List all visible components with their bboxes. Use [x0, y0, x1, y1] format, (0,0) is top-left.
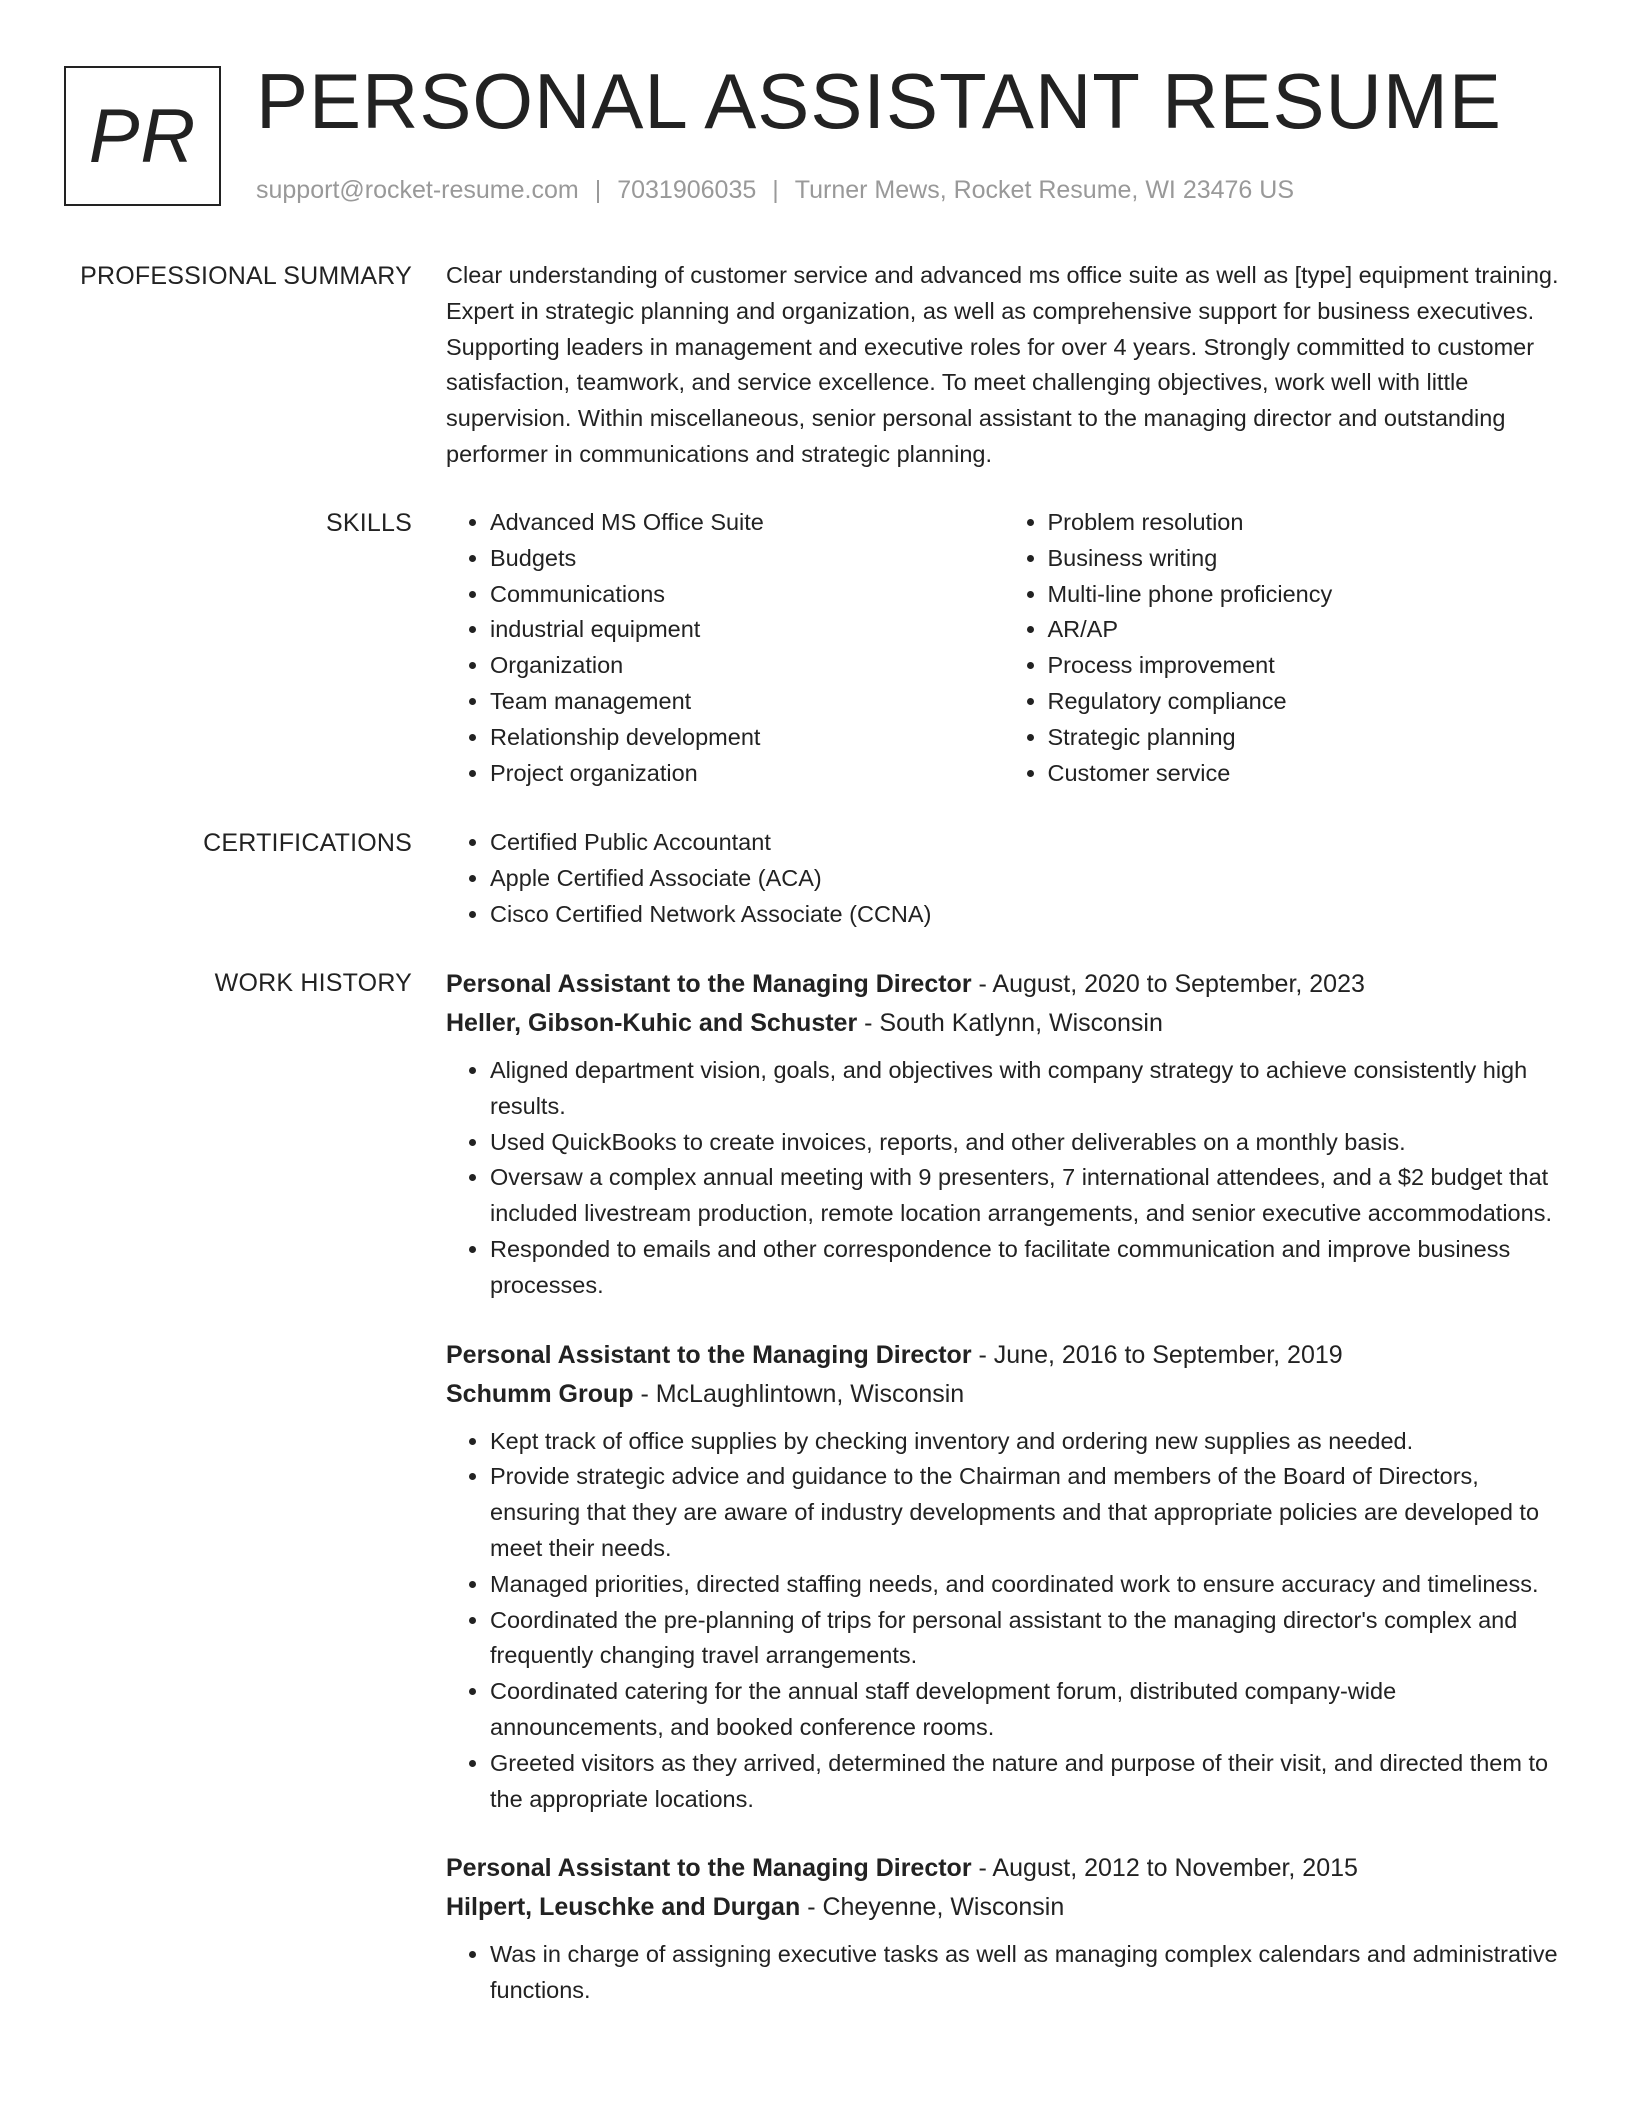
job-dates: - August, 2012 to November, 2015 — [971, 1854, 1358, 1883]
list-item: • Communications — [490, 577, 1004, 613]
list-item: • Used QuickBooks to create invoices, reports, and other deliverables on a monthly basis. — [490, 1125, 1561, 1161]
list-item: • Was in charge of assigning executive tasks as well as managing complex calendars and administrative functions. — [490, 1937, 1561, 2009]
list-item: • Kept track of office supplies by checking inventory and ordering new supplies as needed. — [490, 1424, 1561, 1460]
list-item: • Relationship development — [490, 720, 1004, 756]
job-title-line — [446, 1336, 1561, 1375]
job-role: Personal Assistant to the Managing Director — [446, 1854, 972, 1883]
list-item: • Process improvement — [1048, 648, 1562, 684]
list-item: • Certified Public Accountant — [490, 825, 1561, 861]
contact-address: Turner Mews, Rocket Resume, WI 23476 US — [794, 176, 1295, 204]
list-item: • Provide strategic advice and guidance to the Chairman and members of the Board of Directors, ensuring that they are aware of industry developments and that appropriate policies are developed to meet their needs. — [490, 1459, 1561, 1566]
list-item: • Advanced MS Office Suite — [490, 505, 1004, 541]
certifications-list — [446, 825, 1561, 932]
job-bullets — [446, 1424, 1561, 1818]
job-role: Personal Assistant to the Managing Director — [446, 970, 972, 998]
list-item: • Greeted visitors as they arrived, determined the nature and purpose of their visit, and directed them to the appropriate locations. — [490, 1746, 1561, 1818]
work-history-list — [446, 965, 1561, 2041]
list-item: • Budgets — [490, 541, 1004, 577]
summary-heading: PROFESSIONAL SUMMARY — [80, 262, 412, 290]
list-item: • Organization — [490, 648, 1004, 684]
job-location: - South Katlynn, Wisconsin — [857, 1009, 1163, 1037]
job-company-line — [446, 1375, 1561, 1414]
job-company-line — [446, 1004, 1561, 1043]
job-dates: - August, 2020 to September, 2023 — [971, 970, 1365, 998]
certifications-heading: CERTIFICATIONS — [203, 829, 412, 857]
job-bullets — [446, 1053, 1561, 1304]
job-entry — [446, 965, 1561, 1304]
job-dates: - June, 2016 to September, 2019 — [971, 1340, 1343, 1369]
work-history-heading: WORK HISTORY — [214, 969, 412, 997]
job-bullets — [446, 1937, 1561, 2009]
list-item: • industrial equipment — [490, 612, 1004, 648]
list-item: • Customer service — [1048, 756, 1562, 792]
list-item: • Multi-line phone proficiency — [1048, 577, 1562, 613]
monogram-logo: PR — [64, 66, 221, 206]
job-location: - McLaughlintown, Wisconsin — [633, 1379, 965, 1408]
job-company: Schumm Group — [446, 1379, 634, 1408]
job-entry — [446, 1336, 1561, 1818]
summary-text: Clear understanding of customer service and advanced ms office suite as well as [type] equipment training. Expert in strategic planning and organization, as well as comprehensive support for business executives. Supporting leaders in management and executive roles for over 4 years. Strongly committed to customer satisfaction, teamwork, and service excellence. To meet challenging objectives, work well with little supervision. Within miscellaneous, senior personal assistant to the managing director and outstanding performer in communications and strategic planning. — [446, 262, 1559, 467]
job-title-line — [446, 1849, 1561, 1888]
contact-separator: | — [772, 176, 779, 204]
skills-list-left — [446, 505, 1004, 791]
list-item: • Strategic planning — [1048, 720, 1562, 756]
job-role: Personal Assistant to the Managing Director — [446, 1340, 972, 1369]
list-item: • Managed priorities, directed staffing needs, and coordinated work to ensure accuracy and timeliness. — [490, 1567, 1561, 1603]
list-item: • Coordinated the pre-planning of trips for personal assistant to the managing director's complex and frequently changing travel arrangements. — [490, 1603, 1561, 1675]
contact-line — [256, 174, 1294, 206]
skills-heading: SKILLS — [326, 509, 412, 537]
list-item: • Coordinated catering for the annual staff development forum, distributed company-wide announcements, and booked conference rooms. — [490, 1674, 1561, 1746]
list-item: • Regulatory compliance — [1048, 684, 1562, 720]
list-item: • Business writing — [1048, 541, 1562, 577]
list-item: • Cisco Certified Network Associate (CCNA) — [490, 897, 1561, 933]
skills-list-right — [1004, 505, 1562, 791]
list-item: • Problem resolution — [1048, 505, 1562, 541]
list-item: • Oversaw a complex annual meeting with 9 presenters, 7 international attendees, and a $2 budget that included livestream production, remote location arrangements, and senior executive accommodations. — [490, 1160, 1561, 1232]
contact-email[interactable]: support@rocket-resume.com — [256, 176, 579, 204]
list-item: • Aligned department vision, goals, and objectives with company strategy to achieve consistently high results. — [490, 1053, 1561, 1125]
list-item: • Team management — [490, 684, 1004, 720]
list-item: • Apple Certified Associate (ACA) — [490, 861, 1561, 897]
list-item: • Project organization — [490, 756, 1004, 792]
list-item: • AR/AP — [1048, 612, 1562, 648]
job-entry — [446, 1849, 1561, 2009]
job-company-line — [446, 1888, 1561, 1927]
job-company: Hilpert, Leuschke and Durgan — [446, 1893, 801, 1922]
resume-title: PERSONAL ASSISTANT RESUME — [256, 57, 1502, 145]
list-item: • Responded to emails and other correspondence to facilitate communication and improve business processes. — [490, 1232, 1561, 1304]
contact-separator: | — [594, 176, 602, 204]
job-location: - Cheyenne, Wisconsin — [800, 1893, 1065, 1922]
job-title-line — [446, 965, 1561, 1004]
job-company: Heller, Gibson-Kuhic and Schuster — [446, 1009, 858, 1037]
contact-phone[interactable]: 7031906035 — [617, 176, 757, 204]
